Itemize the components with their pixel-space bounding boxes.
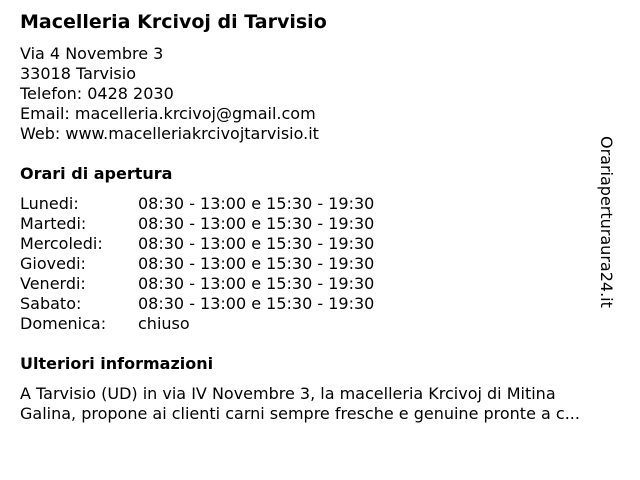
hours-row-sunday	[20, 314, 374, 334]
hours-row-wednesday	[20, 234, 374, 254]
description-line: A Tarvisio (UD) in via IV Novembre 3, la macelleria Krcivoj di Mitina	[20, 384, 556, 403]
description-text	[20, 384, 632, 424]
watermark-text: Orariaperturaura24.it	[597, 136, 616, 308]
time-range: 08:30 - 13:00 e 15:30 - 19:30	[138, 294, 375, 313]
time-range: 08:30 - 13:00 e 15:30 - 19:30	[138, 194, 375, 213]
day-label: Giovedi:	[20, 254, 86, 273]
business-title: Macelleria Krcivoj di Tarvisio	[20, 11, 327, 33]
time-range: 08:30 - 13:00 e 15:30 - 19:30	[138, 274, 375, 293]
hours-row-saturday	[20, 294, 374, 314]
day-label: Venerdi:	[20, 274, 86, 293]
day-label: Martedi:	[20, 214, 87, 233]
street-address: Via 4 Novembre 3	[20, 44, 164, 63]
day-label: Domenica:	[20, 314, 107, 333]
hours-row-thursday	[20, 254, 374, 274]
email-address: Email: macelleria.krcivoj@gmail.com	[20, 104, 316, 123]
more-info-heading: Ulteriori informazioni	[20, 354, 214, 373]
opening-hours-heading: Orari di apertura	[20, 164, 173, 183]
website-address: Web: www.macelleriakrcivojtarvisio.it	[20, 124, 319, 143]
watermark	[599, 136, 640, 308]
day-label: Mercoledi:	[20, 234, 103, 253]
address-block	[20, 44, 319, 144]
opening-hours-table	[20, 194, 374, 334]
day-label: Sabato:	[20, 294, 82, 313]
city-postal: 33018 Tarvisio	[20, 64, 136, 83]
phone-number: Telefon: 0428 2030	[20, 84, 174, 103]
hours-row-friday	[20, 274, 374, 294]
description-line: Galina, propone ai clienti carni sempre fresche e genuine pronte a c...	[20, 404, 580, 423]
time-range: 08:30 - 13:00 e 15:30 - 19:30	[138, 254, 375, 273]
time-range: 08:30 - 13:00 e 15:30 - 19:30	[138, 214, 375, 233]
time-range: 08:30 - 13:00 e 15:30 - 19:30	[138, 234, 375, 253]
hours-row-monday	[20, 194, 374, 214]
hours-row-tuesday	[20, 214, 374, 234]
day-label: Lunedi:	[20, 194, 79, 213]
time-range: chiuso	[138, 314, 190, 333]
